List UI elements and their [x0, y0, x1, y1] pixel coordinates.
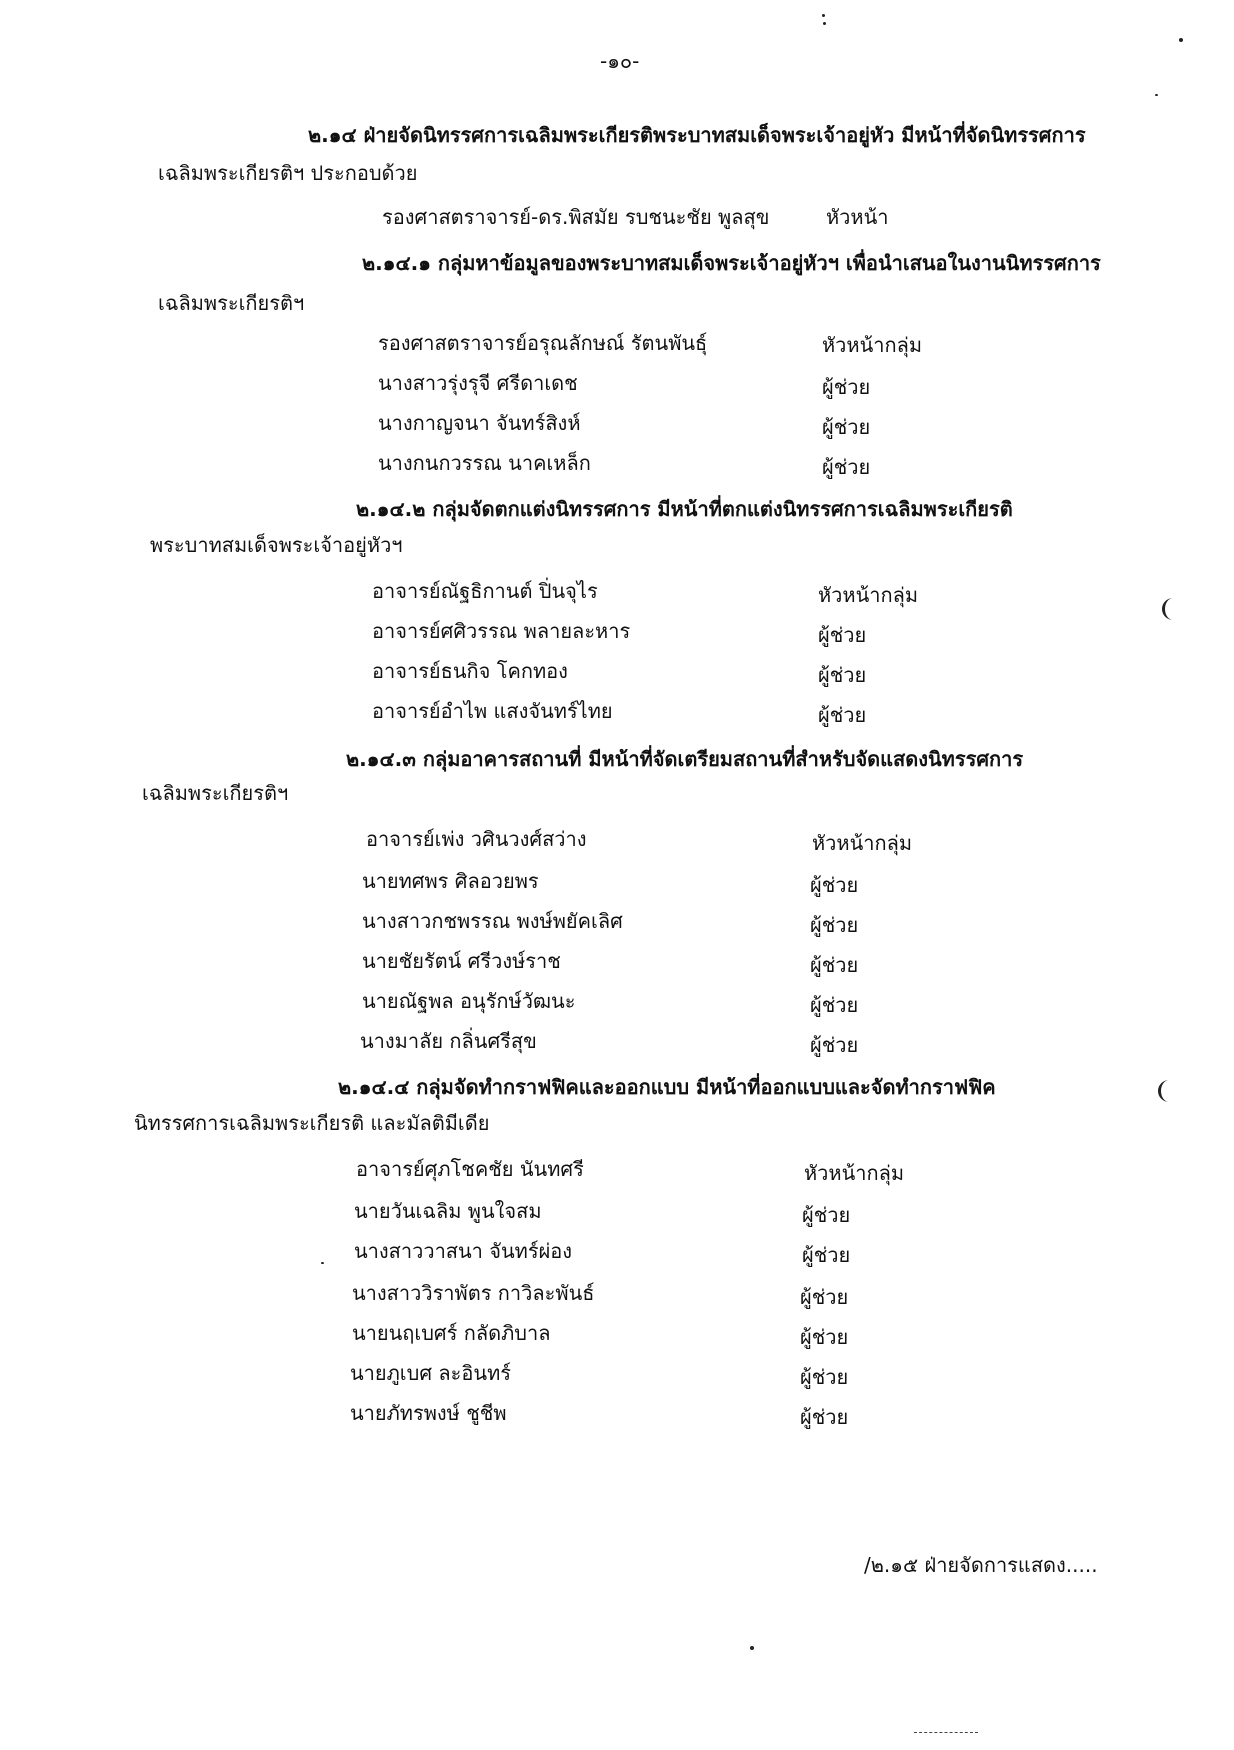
- group-4-heading-line2: นิทรรศการเฉลิมพระเกียรติ และมัลติมีเดีย: [134, 1111, 490, 1135]
- member-role: ผู้ช่วย: [822, 415, 871, 439]
- member-role: ผู้ช่วย: [810, 913, 859, 937]
- group-1-heading-line1: ๒.๑๔.๑ กลุ่มหาข้อมูลของพระบาทสมเด็จพระเจ้าอยู่หัวฯ เพื่อนำเสนอในงานนิทรรศการ: [362, 251, 1101, 275]
- member-name: นายณัฐพล อนุรักษ์วัฒนะ: [362, 989, 576, 1013]
- member-role: ผู้ช่วย: [810, 993, 859, 1017]
- scan-speck: [321, 1262, 324, 1264]
- member-name: นางสาวกชพรรณ พงษ์พยัคเลิศ: [362, 909, 623, 933]
- member-role: ผู้ช่วย: [822, 455, 871, 479]
- member-name: นางสาววาสนา จันทร์ผ่อง: [354, 1239, 573, 1263]
- member-name: นายภูเบศ ละอินทร์: [350, 1361, 511, 1385]
- section-heading-line1: ๒.๑๔ ฝ่ายจัดนิทรรศการเฉลิมพระเกียรติพระบาทสมเด็จพระเจ้าอยู่หัว มีหน้าที่จัดนิทรรศการ: [308, 123, 1086, 147]
- member-role: ผู้ช่วย: [800, 1405, 849, 1429]
- member-name: อาจารย์ศศิวรรณ พลายละหาร: [372, 619, 631, 643]
- crescent-mark-icon: [1153, 1078, 1179, 1104]
- member-role: ผู้ช่วย: [818, 663, 867, 687]
- member-name: รองศาสตราจารย์อรุณลักษณ์ รัตนพันธุ์: [378, 331, 708, 355]
- member-role: ผู้ช่วย: [800, 1325, 849, 1349]
- scan-speck: [750, 1646, 754, 1650]
- group-3-heading-line1: ๒.๑๔.๓ กลุ่มอาคารสถานที่ มีหน้าที่จัดเตรียมสถานที่สำหรับจัดแสดงนิทรรศการ: [346, 747, 1024, 771]
- crescent-mark-icon: [1157, 596, 1183, 622]
- scan-speck: [1155, 94, 1158, 96]
- group-4-heading-line1: ๒.๑๔.๔ กลุ่มจัดทำกราฟฟิคและออกแบบ มีหน้าที่ออกแบบและจัดทำกราฟฟิค: [338, 1075, 996, 1099]
- section-head-role: หัวหน้า: [826, 205, 889, 229]
- member-name: นางสาวรุ่งรุจี ศรีดาเดช: [378, 371, 578, 395]
- member-name: นางมาลัย กลิ่นศรีสุข: [360, 1029, 537, 1053]
- member-role: ผู้ช่วย: [802, 1203, 851, 1227]
- section-head-name: รองศาสตราจารย์-ดร.พิสมัย รบชนะชัย พูลสุข: [382, 205, 770, 229]
- member-role: หัวหน้ากลุ่ม: [818, 583, 919, 607]
- member-role: หัวหน้ากลุ่ม: [812, 831, 913, 855]
- member-role: ผู้ช่วย: [802, 1243, 851, 1267]
- group-1-heading-line2: เฉลิมพระเกียรติฯ: [158, 291, 305, 315]
- member-role: ผู้ช่วย: [822, 375, 871, 399]
- member-name: นายนฤเบศร์ กลัดภิบาล: [352, 1321, 551, 1345]
- section-heading-line2: เฉลิมพระเกียรติฯ ประกอบด้วย: [158, 161, 418, 185]
- member-name: นางกาญจนา จันทร์สิงห์: [378, 411, 581, 435]
- member-name: นายทศพร ศิลอวยพร: [362, 869, 539, 893]
- scan-speck: [823, 22, 826, 25]
- member-role: ผู้ช่วย: [800, 1365, 849, 1389]
- member-name: นายภัทรพงษ์ ชูชีพ: [350, 1401, 507, 1425]
- member-role: ผู้ช่วย: [800, 1285, 849, 1309]
- member-name: อาจารย์เพ่ง วศินวงศ์สว่าง: [366, 827, 587, 851]
- member-name: อาจารย์ณัฐธิกานต์ ปิ่นจุไร: [372, 579, 598, 603]
- member-name: อาจารย์ศุภโชคชัย นันทศรี: [356, 1157, 584, 1181]
- member-name: นางสาววิราพัตร กาวิละพันธ์: [352, 1281, 595, 1305]
- member-role: ผู้ช่วย: [818, 703, 867, 727]
- member-name: นางกนกวรรณ นาคเหล็ก: [378, 451, 591, 475]
- group-3-heading-line2: เฉลิมพระเกียรติฯ: [142, 781, 289, 805]
- member-role: ผู้ช่วย: [810, 1033, 859, 1057]
- member-role: ผู้ช่วย: [818, 623, 867, 647]
- page-number: -๑๐-: [600, 49, 640, 73]
- group-2-heading-line1: ๒.๑๔.๒ กลุ่มจัดตกแต่งนิทรรศการ มีหน้าที่ตกแต่งนิทรรศการเฉลิมพระเกียรติ: [356, 497, 1013, 521]
- member-role: หัวหน้ากลุ่ม: [822, 333, 923, 357]
- continuation-footer: /๒.๑๕ ฝ่ายจัดการแสดง.....: [864, 1553, 1098, 1577]
- member-role: ผู้ช่วย: [810, 953, 859, 977]
- scan-dash-line: [914, 1732, 978, 1734]
- scan-speck: [1179, 38, 1183, 42]
- group-2-heading-line2: พระบาทสมเด็จพระเจ้าอยู่หัวฯ: [150, 533, 403, 557]
- scan-speck: [822, 14, 825, 17]
- member-name: อาจารย์อำไพ แสงจันทร์ไทย: [372, 699, 613, 723]
- member-name: นายวันเฉลิม พูนใจสม: [354, 1199, 542, 1223]
- member-name: อาจารย์ธนกิจ โคกทอง: [372, 659, 568, 683]
- member-name: นายชัยรัตน์ ศรีวงษ์ราช: [362, 949, 561, 973]
- member-role: หัวหน้ากลุ่ม: [804, 1161, 905, 1185]
- member-role: ผู้ช่วย: [810, 873, 859, 897]
